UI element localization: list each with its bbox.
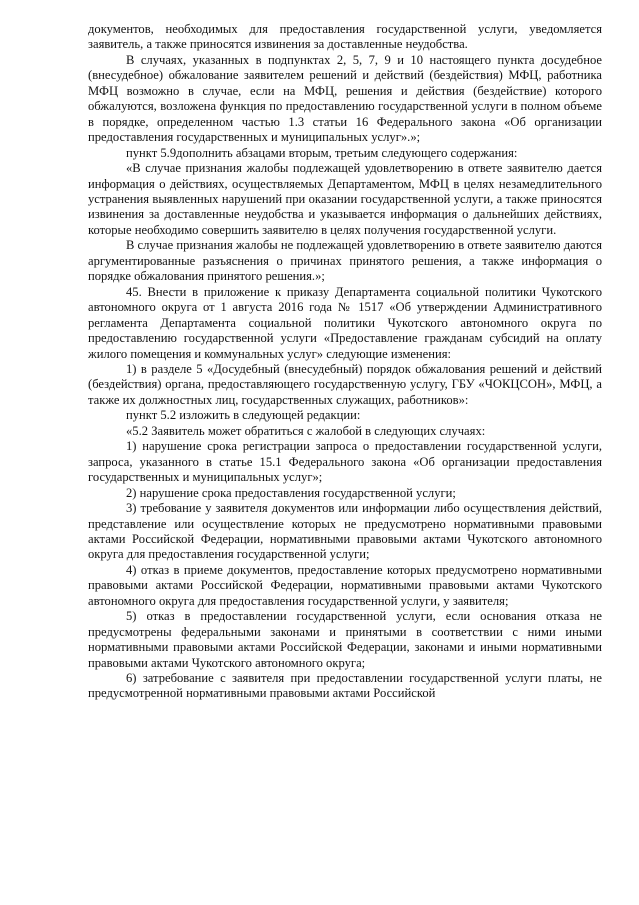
paragraph: 1) нарушение срока регистрации запроса о предоставлении государственной услуги, запроса, указанного в статье 15.1 Федерального закона «Об организации предоставления государственных и муниципальных услуг»; bbox=[88, 439, 602, 485]
paragraph: «5.2 Заявитель может обратиться с жалобой в следующих случаях: bbox=[126, 423, 486, 438]
paragraph: пункт 5.2 изложить в следующей редакции: bbox=[126, 408, 361, 423]
paragraph: 45. Внести в приложение к приказу Департамента социальной политики Чукотского автономного округа от 1 августа 2016 года № 1517 «Об утверждении Административного регламента Департамента социальной политики Чукотского автономного округа по предоставлению государственной услуги «Предоставление гражданам субсидий на оплату жилого помещения и коммунальных услуг» следующие изменения: bbox=[88, 284, 602, 361]
document-body bbox=[88, 22, 602, 702]
paragraph: 2) нарушение срока предоставления государственной услуги; bbox=[126, 485, 456, 500]
paragraph: 6) затребование с заявителя при предоставлении государственной услуги платы, не предусмотренной нормативными правовыми актами Российской bbox=[88, 671, 602, 701]
paragraph: В случаях, указанных в подпунктах 2, 5, 7, 9 и 10 настоящего пункта досудебное (внесудебное) обжалование заявителем решений и действий (бездействия) МФЦ, работника МФЦ возможно в случае, если на МФЦ, решения и действия (бездействие) которого обжалуются, возложена функция по предоставлению государственной услуги в полном объеме в порядке, определенном частью 1.3 статьи 16 Федерального закона «Об организации предоставления государственных и муниципальных услуг».»; bbox=[88, 52, 602, 145]
paragraph: «В случае признания жалобы подлежащей удовлетворению в ответе заявителю дается информация о действиях, осуществляемых Департаментом, МФЦ в целях незамедлительного устранения выявленных нарушений при оказании государственной услуги, а также приносятся извинения за доставленные неудобства и указывается информация о дальнейших действиях, которые необходимо совершить заявителю в целях получения государственной услуги. bbox=[88, 161, 602, 237]
paragraph: 1) в разделе 5 «Досудебный (внесудебный) порядок обжалования решений и действий (бездействия) органа, предоставляющего государственную услугу, ГБУ «ЧОКЦСОН», МФЦ, а также их должностных лиц, государственных служащих, работников»: bbox=[88, 361, 602, 407]
paragraph: В случае признания жалобы не подлежащей удовлетворению в ответе заявителю даются аргументированные разъяснения о причинах принятого решения, а также информация о порядке обжалования принятого решения.»; bbox=[88, 238, 602, 284]
paragraph: 4) отказ в приеме документов, предоставление которых предусмотрено нормативными правовыми актами Российской Федерации, нормативными правовыми актами Чукотского автономного округа для предоставления государственной услуги, у заявителя; bbox=[88, 562, 602, 608]
paragraph: 5) отказ в предоставлении государственной услуги, если основания отказа не предусмотрены федеральными законами и принятыми в соответствии с ними иными нормативными правовыми актами Российской Федерации, законами и иными нормативными правовыми актами Чукотского автономного округа; bbox=[88, 609, 602, 670]
paragraph: пункт 5.9дополнить абзацами вторым, третьим следующего содержания: bbox=[126, 145, 518, 160]
paragraph: документов, необходимых для предоставления государственной услуги, уведомляется заявитель, а также приносятся извинения за доставленные неудобства. bbox=[88, 22, 602, 52]
paragraph: 3) требование у заявителя документов или информации либо осуществления действий, представление или осуществление которых не предусмотрено нормативными правовыми актами Российской Федерации, нормативными правовыми актами Чукотского автономного округа для предоставления государственной услуги; bbox=[88, 501, 602, 562]
